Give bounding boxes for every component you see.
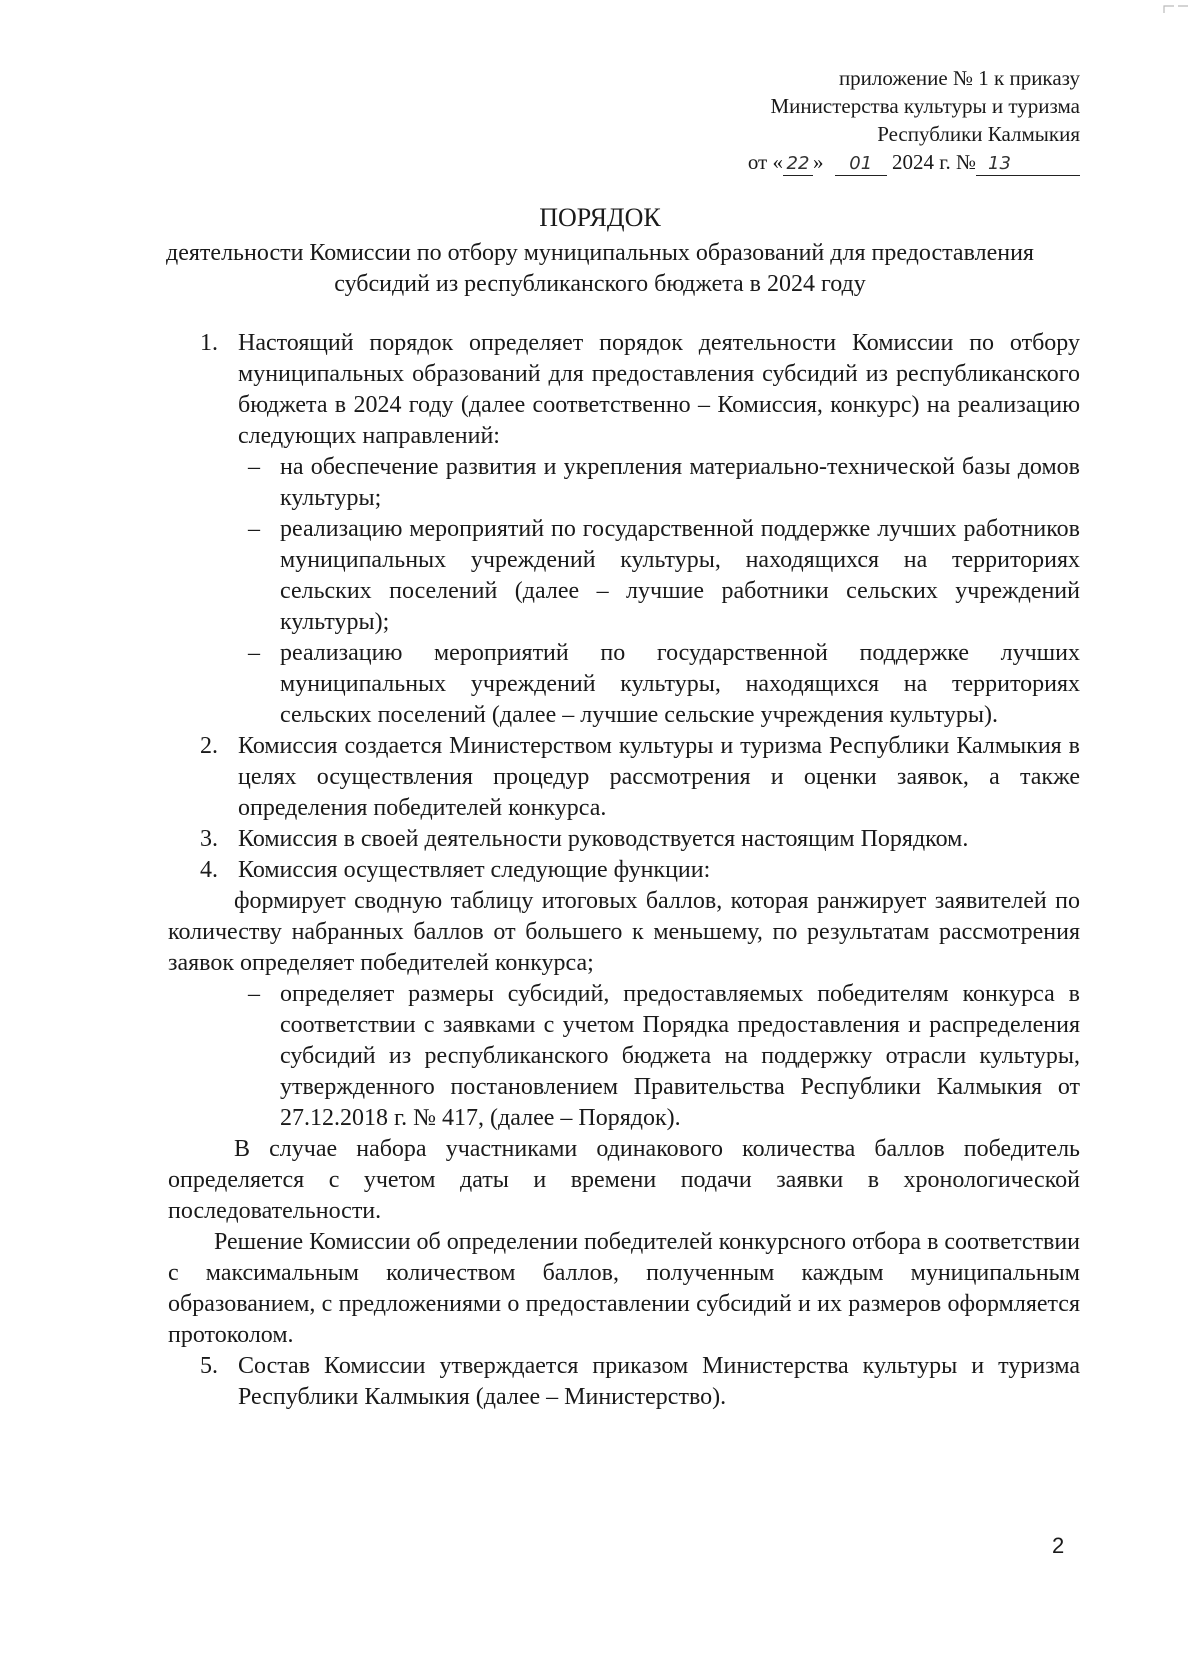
date-prefix: от « [747,150,783,174]
item-1-dash-2 [168,514,1080,638]
item-5 [168,1351,1080,1413]
date-month: 01 [835,153,887,176]
document-title: ПОРЯДОК [539,203,661,232]
item-text: Комиссия в своей деятельности руководствуется настоящим Порядком. [238,826,969,852]
date-year: 2024 г. № [891,150,976,174]
item-1-dash-1 [168,452,1080,514]
dash-text: определяет размеры субсидий, предоставляемых победителям конкурса в соответствии с заявками с учетом Порядка предоставления и распределения субсидий из республиканского бюджета на поддержку отрасли культуры, утвержденного постановлением Правительства Республики Калмыкия от 27.12.2018 г. № 417, (далее – Порядок). [280,981,1080,1131]
item-number: 4. [200,857,218,883]
item-text: Комиссия создается Министерством культуры и туризма Республики Калмыкия в целях осуществления процедур рассмотрения и оценки заявок, а также определения победителей конкурса. [238,733,1080,821]
date-day: 22 [783,153,813,176]
item-number: 1. [200,330,218,356]
dash-text: на обеспечение развития и укрепления материально-технической базы домов культуры; [280,454,1080,511]
item-1 [168,328,1080,452]
item-2 [168,731,1080,824]
scan-corner-mark [1162,4,1190,14]
item-4-paragraph-1: формирует сводную таблицу итоговых баллов, которая ранжирует заявителей по количеству набранных баллов от большего к меньшему, по результатам рассмотрения заявок определяет победителей конкурса; [168,888,1080,976]
dash-marker: – [248,516,260,542]
item-1-dash-3 [168,638,1080,731]
item-4 [168,855,1080,886]
item-number: 5. [200,1353,218,1379]
dash-marker: – [248,454,260,480]
item-number: 3. [200,826,218,852]
header-line-appendix: приложение № 1 к приказу [838,66,1080,90]
item-4-paragraph-3: Решение Комиссии об определении победителей конкурсного отбора в соответствии с максимальным количеством баллов, полученным каждым муниципальным образованием, с предложениями о предоставлении субсидий и их размеров оформляется протоколом. [168,1229,1081,1348]
dash-marker: – [248,981,260,1007]
document-subtitle: деятельности Комиссии по отбору муниципальных образований для предоставления субсидий из республиканского бюджета в 2024 году [166,240,1034,297]
item-4-dash-1 [168,979,1080,1134]
date-mid: » [812,150,824,174]
header-line-republic: Республики Калмыкия [877,122,1080,146]
header-line-ministry: Министерства культуры и туризма [770,94,1080,118]
item-number: 2. [200,733,218,759]
document-header [600,64,1080,176]
item-4-paragraph-2: В случае набора участниками одинакового количества баллов победитель определяется с учетом даты и времени подачи заявки в хронологической последовательности. [168,1136,1080,1224]
item-3 [168,824,1080,855]
document-body [168,328,1080,1413]
page-number: 2 [1052,1533,1065,1558]
item-text: Настоящий порядок определяет порядок деятельности Комиссии по отбору муниципальных образований для предоставления субсидий из республиканского бюджета в 2024 году (далее соответственно – Комиссия, конкурс) на реализацию следующих направлений: [238,330,1080,449]
order-number: 13 [976,153,1080,176]
header-date-line [600,148,1080,176]
dash-text: реализацию мероприятий по государственной поддержке лучших работников муниципальных учреждений культуры, находящихся на территориях сельских поселений (далее – лучшие работники сельских учреждений культуры); [280,516,1080,635]
dash-text: реализацию мероприятий по государственной поддержке лучших муниципальных учреждений культуры, находящихся на территориях сельских поселений (далее – лучшие сельские учреждения культуры). [280,640,1080,728]
item-text: Комиссия осуществляет следующие функции: [238,857,711,883]
dash-marker: – [248,640,260,666]
item-text: Состав Комиссии утверждается приказом Министерства культуры и туризма Республики Калмыкия (далее – Министерство). [238,1353,1080,1410]
